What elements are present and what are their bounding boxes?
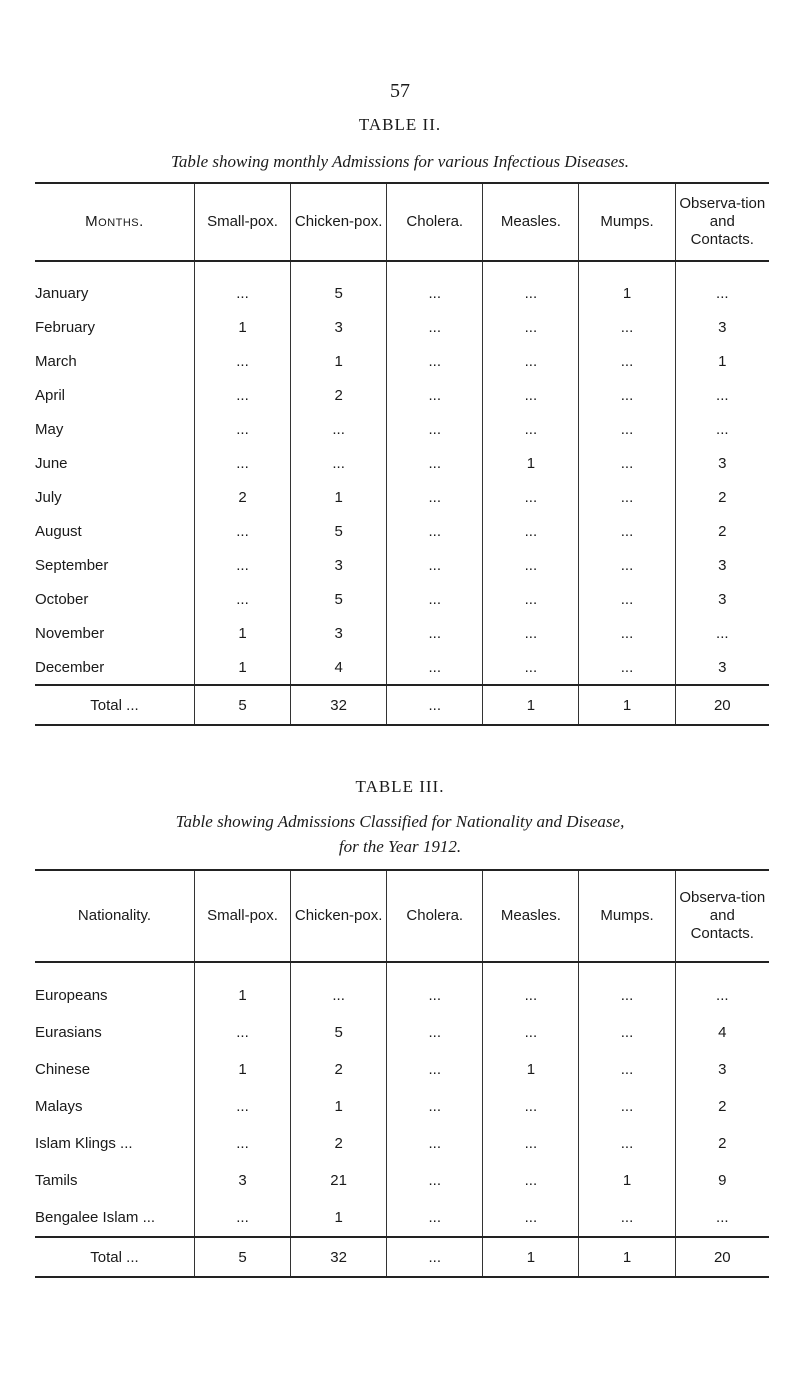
data-cell: 2	[675, 1125, 769, 1162]
total-cell: 1	[483, 685, 579, 725]
data-cell: 1	[291, 480, 387, 514]
data-cell: 1	[579, 1162, 675, 1199]
table-row	[35, 446, 769, 480]
data-cell: 3	[675, 310, 769, 344]
row-label: February	[35, 318, 96, 336]
data-cell: ...	[675, 378, 769, 412]
data-cell: ...	[291, 412, 387, 446]
row-label: Malays	[35, 1098, 83, 1115]
data-cell: ...	[387, 276, 483, 310]
total-cell: 1	[579, 685, 675, 725]
data-cell: ...	[194, 446, 290, 480]
data-cell: 2	[194, 480, 290, 514]
data-cell: 1	[194, 616, 290, 650]
data-cell: ...	[387, 412, 483, 446]
data-cell: 4	[675, 1014, 769, 1051]
data-cell: 3	[675, 548, 769, 582]
data-cell: ...	[675, 977, 769, 1014]
total-cell: 32	[291, 1237, 387, 1277]
data-cell: 1	[291, 1088, 387, 1125]
row-label: Tamils	[35, 1172, 78, 1189]
data-cell: ...	[387, 582, 483, 616]
data-cell: 1	[194, 650, 290, 685]
table-row	[35, 1051, 769, 1088]
total-cell: 20	[675, 1237, 769, 1277]
spacer-cell	[483, 962, 579, 977]
row-label: May	[35, 420, 64, 438]
spacer-cell	[483, 261, 579, 276]
spacer-cell	[579, 261, 675, 276]
total-cell: 5	[194, 1237, 290, 1277]
total-cell: 1	[483, 1237, 579, 1277]
data-cell: ...	[387, 548, 483, 582]
data-cell: 4	[291, 650, 387, 685]
data-cell: ...	[483, 582, 579, 616]
table-row	[35, 344, 769, 378]
data-cell: ...	[387, 1014, 483, 1051]
data-cell: 2	[291, 1125, 387, 1162]
data-cell: 1	[579, 276, 675, 310]
data-cell: 1	[483, 446, 579, 480]
data-cell: ...	[483, 344, 579, 378]
data-cell: ...	[387, 977, 483, 1014]
row-label: Bengalee Islam ...	[35, 1209, 156, 1226]
data-cell: ...	[483, 616, 579, 650]
table2-body	[35, 261, 769, 725]
data-cell: ...	[579, 310, 675, 344]
data-cell: ...	[483, 480, 579, 514]
data-cell: ...	[483, 310, 579, 344]
header-measles: Measles.	[483, 870, 579, 962]
data-cell: 1	[291, 344, 387, 378]
data-cell: 3	[675, 650, 769, 685]
data-cell: ...	[579, 616, 675, 650]
data-cell: ...	[387, 616, 483, 650]
data-cell: 3	[194, 1162, 290, 1199]
data-cell: 1	[194, 1051, 290, 1088]
spacer-cell	[194, 261, 290, 276]
header-small-pox: Small-pox.	[194, 870, 290, 962]
data-cell: ...	[194, 1125, 290, 1162]
data-cell: ...	[579, 650, 675, 685]
total-cell: 5	[194, 685, 290, 725]
table-row	[35, 1125, 769, 1162]
table-row	[35, 1162, 769, 1199]
data-cell: ...	[483, 412, 579, 446]
data-cell: 5	[291, 514, 387, 548]
data-cell: 3	[291, 616, 387, 650]
data-cell: ...	[387, 446, 483, 480]
data-cell: ...	[579, 344, 675, 378]
row-label: January	[35, 284, 89, 302]
table3-caption-line1: Table showing Admissions Classified for Nationality and Disease,	[175, 812, 625, 831]
data-cell: ...	[387, 1088, 483, 1125]
spacer-cell	[291, 261, 387, 276]
data-cell: ...	[387, 344, 483, 378]
data-cell: ...	[194, 514, 290, 548]
data-cell: 2	[675, 480, 769, 514]
table3-body	[35, 962, 769, 1277]
row-label: March	[35, 352, 77, 370]
data-cell: ...	[194, 378, 290, 412]
data-cell: 3	[291, 548, 387, 582]
data-cell: ...	[483, 514, 579, 548]
data-cell: ...	[194, 276, 290, 310]
data-cell: ...	[579, 977, 675, 1014]
table-row	[35, 514, 769, 548]
total-label: Total ...	[35, 1237, 194, 1277]
data-cell: ...	[194, 582, 290, 616]
data-cell: ...	[579, 514, 675, 548]
table2-monthly-admissions	[35, 182, 769, 726]
table-row	[35, 480, 769, 514]
data-cell: 2	[675, 514, 769, 548]
table2-header-row	[35, 183, 769, 261]
row-label: November	[35, 624, 105, 642]
total-row	[35, 1237, 769, 1277]
data-cell: 1	[291, 1199, 387, 1237]
header-months: Months.	[35, 183, 194, 261]
page-number: 57	[390, 80, 410, 102]
table-row	[35, 378, 769, 412]
data-cell: ...	[483, 1199, 579, 1237]
total-cell: 32	[291, 685, 387, 725]
table3-nationality-admissions	[35, 869, 769, 1278]
data-cell: ...	[194, 412, 290, 446]
data-cell: ...	[579, 582, 675, 616]
data-cell: ...	[579, 378, 675, 412]
data-cell: ...	[387, 1125, 483, 1162]
row-label: September	[35, 556, 109, 574]
data-cell: ...	[483, 378, 579, 412]
table-row	[35, 1088, 769, 1125]
table3-header-row	[35, 870, 769, 962]
header-cholera: Cholera.	[387, 870, 483, 962]
spacer-cell	[675, 962, 769, 977]
table-row	[35, 412, 769, 446]
data-cell: ...	[387, 1162, 483, 1199]
table3-caption-line2: for the Year 1912.	[338, 837, 462, 856]
table-row	[35, 650, 769, 685]
data-cell: ...	[579, 1199, 675, 1237]
spacer-cell	[579, 962, 675, 977]
data-cell: 5	[291, 276, 387, 310]
data-cell: 3	[675, 446, 769, 480]
table-row	[35, 1014, 769, 1051]
table-row	[35, 582, 769, 616]
data-cell: ...	[579, 1051, 675, 1088]
data-cell: ...	[675, 276, 769, 310]
table-row	[35, 276, 769, 310]
total-cell: ...	[387, 685, 483, 725]
data-cell: ...	[579, 1125, 675, 1162]
spacer-row	[35, 962, 769, 977]
total-cell: 1	[579, 1237, 675, 1277]
data-cell: ...	[579, 1014, 675, 1051]
header-small-pox: Small-pox.	[194, 183, 290, 261]
data-cell: ...	[483, 1125, 579, 1162]
data-cell: 1	[675, 344, 769, 378]
row-label: July	[35, 488, 62, 506]
header-mumps: Mumps.	[579, 183, 675, 261]
data-cell: ...	[387, 1199, 483, 1237]
header-cholera: Cholera.	[387, 183, 483, 261]
data-cell: 1	[194, 310, 290, 344]
data-cell: ...	[194, 548, 290, 582]
data-cell: 21	[291, 1162, 387, 1199]
total-row	[35, 685, 769, 725]
data-cell: ...	[194, 344, 290, 378]
row-label: Europeans	[35, 987, 108, 1004]
data-cell: ...	[387, 1051, 483, 1088]
total-label: Total ...	[35, 685, 194, 725]
table2-title: TABLE II.	[358, 115, 442, 134]
data-cell: ...	[675, 1199, 769, 1237]
header-nationality: Nationality.	[35, 870, 194, 962]
row-label: Islam Klings ...	[35, 1135, 133, 1152]
table-row	[35, 1199, 769, 1237]
header-chicken-pox: Chicken-pox.	[291, 870, 387, 962]
data-cell: ...	[483, 1014, 579, 1051]
row-label: Eurasians	[35, 1024, 102, 1041]
data-cell: ...	[675, 616, 769, 650]
table-row	[35, 310, 769, 344]
header-measles: Measles.	[483, 183, 579, 261]
data-cell: 3	[675, 582, 769, 616]
data-cell: 5	[291, 582, 387, 616]
data-cell: 3	[675, 1051, 769, 1088]
data-cell: ...	[387, 310, 483, 344]
data-cell: ...	[387, 650, 483, 685]
data-cell: ...	[579, 446, 675, 480]
row-label: December	[35, 658, 105, 676]
data-cell: ...	[483, 548, 579, 582]
data-cell: ...	[194, 1088, 290, 1125]
header-chicken-pox: Chicken-pox.	[291, 183, 387, 261]
table-row	[35, 548, 769, 582]
data-cell: ...	[194, 1014, 290, 1051]
data-cell: ...	[483, 1162, 579, 1199]
data-cell: ...	[483, 977, 579, 1014]
row-label: April	[35, 386, 66, 404]
row-label: Chinese	[35, 1061, 91, 1078]
data-cell: 3	[291, 310, 387, 344]
total-cell: ...	[387, 1237, 483, 1277]
data-cell: ...	[579, 480, 675, 514]
header-observation: Observa-tion and Contacts.	[675, 870, 769, 962]
spacer-cell	[35, 962, 194, 977]
table-row	[35, 977, 769, 1014]
data-cell: 1	[483, 1051, 579, 1088]
spacer-cell	[387, 962, 483, 977]
data-cell: 5	[291, 1014, 387, 1051]
data-cell: ...	[579, 412, 675, 446]
data-cell: 1	[194, 977, 290, 1014]
data-cell: 2	[291, 378, 387, 412]
data-cell: ...	[194, 1199, 290, 1237]
table-row	[35, 616, 769, 650]
spacer-cell	[291, 962, 387, 977]
data-cell: 9	[675, 1162, 769, 1199]
total-cell: 20	[675, 685, 769, 725]
data-cell: ...	[387, 514, 483, 548]
data-cell: 2	[675, 1088, 769, 1125]
data-cell: ...	[387, 378, 483, 412]
header-mumps: Mumps.	[579, 870, 675, 962]
spacer-cell	[35, 261, 194, 276]
data-cell: ...	[483, 1088, 579, 1125]
data-cell: ...	[483, 650, 579, 685]
header-observation: Observa-tion and Contacts.	[675, 183, 769, 261]
data-cell: ...	[579, 548, 675, 582]
spacer-row	[35, 261, 769, 276]
data-cell: ...	[291, 446, 387, 480]
row-label: June	[35, 454, 68, 472]
data-cell: ...	[579, 1088, 675, 1125]
table3-title: TABLE III.	[355, 777, 445, 796]
data-cell: ...	[675, 412, 769, 446]
data-cell: ...	[483, 276, 579, 310]
data-cell: ...	[291, 977, 387, 1014]
table2-caption: Table showing monthly Admissions for various Infectious Diseases.	[170, 152, 630, 171]
row-label: August	[35, 522, 82, 540]
spacer-cell	[194, 962, 290, 977]
spacer-cell	[675, 261, 769, 276]
data-cell: ...	[387, 480, 483, 514]
spacer-cell	[387, 261, 483, 276]
row-label: October	[35, 590, 89, 608]
data-cell: 2	[291, 1051, 387, 1088]
